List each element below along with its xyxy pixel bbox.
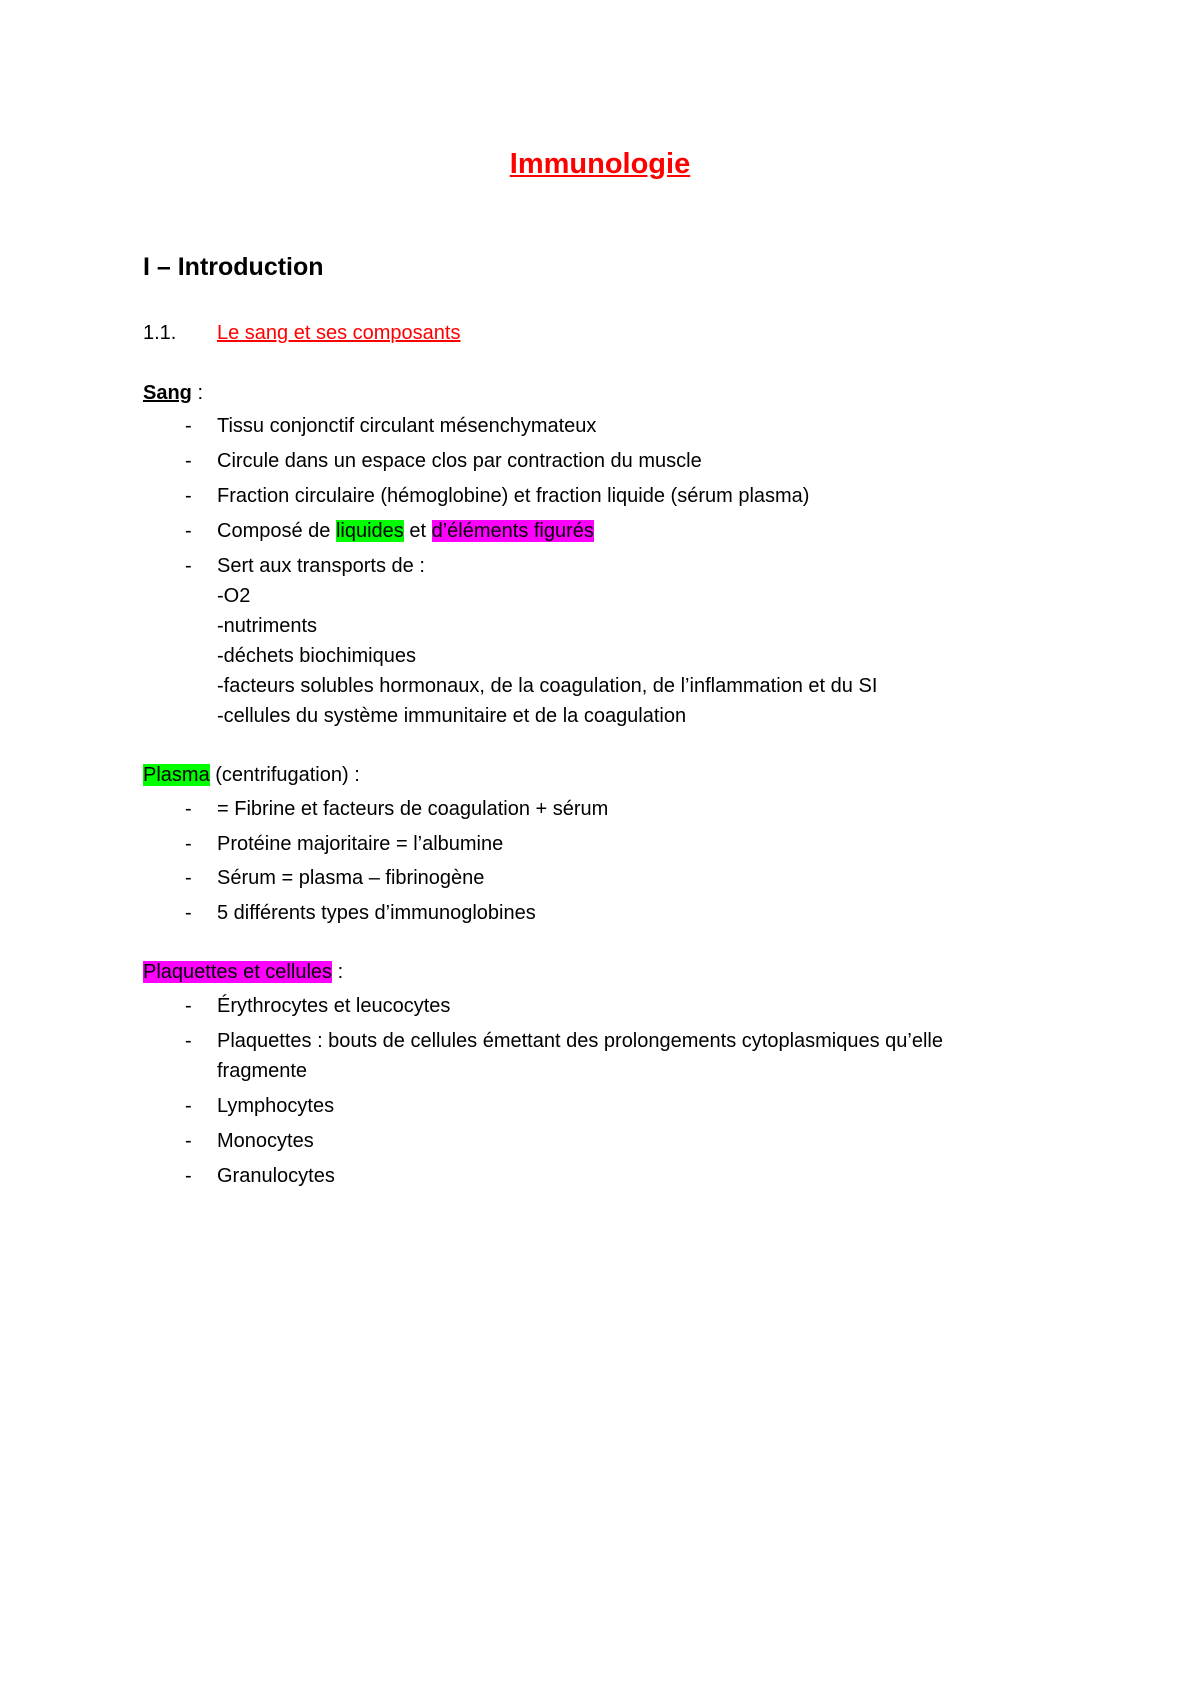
heading-introduction: I – Introduction	[143, 253, 324, 281]
list-item: 5 différents types d’immunoglobines	[217, 902, 536, 924]
bullet-dash: -	[185, 485, 192, 507]
bullet-dash: -	[185, 902, 192, 924]
transport-item: -cellules du système immunitaire et de la coagulation	[217, 705, 687, 727]
list-item: = Fibrine et facteurs de coagulation + sérum	[217, 798, 609, 820]
highlight-elements-figures: d’éléments figurés	[431, 520, 594, 542]
transport-item: -déchets biochimiques	[217, 645, 416, 667]
sang-suffix: :	[191, 382, 204, 404]
bullet-dash: -	[185, 450, 192, 472]
list-item: Granulocytes	[217, 1165, 335, 1187]
bullet-dash: -	[185, 1130, 192, 1152]
list-item: Érythrocytes et leucocytes	[217, 995, 451, 1017]
list-item: Plaquettes : bouts de cellules émettant des prolongements cytoplasmiques qu’elle	[217, 1030, 943, 1052]
compose-prefix: Composé de	[217, 520, 336, 542]
section-heading	[143, 322, 460, 345]
list-item: Monocytes	[217, 1130, 314, 1152]
bullet-dash: -	[185, 995, 192, 1017]
list-item: Sert aux transports de :	[217, 555, 425, 577]
list-item: Protéine majoritaire = l’albumine	[217, 833, 504, 855]
bullet-dash: -	[185, 1095, 192, 1117]
list-item-compose	[217, 519, 594, 543]
transport-item: -facteurs solubles hormonaux, de la coagulation, de l’inflammation et du SI	[217, 675, 878, 697]
transport-item: -O2	[217, 585, 251, 607]
section-number: 1.1.	[143, 322, 177, 344]
bullet-dash: -	[185, 555, 192, 577]
list-item: Circule dans un espace clos par contraction du muscle	[217, 450, 702, 472]
bullet-dash: -	[185, 1165, 192, 1187]
transport-item: -nutriments	[217, 615, 318, 637]
sang-label: Sang	[143, 382, 192, 404]
compose-et: et	[403, 520, 432, 542]
document-title: Immunologie	[509, 148, 691, 180]
sang-label-line	[143, 381, 203, 405]
plaquettes-label-line	[143, 960, 343, 984]
plasma-label: Plasma	[143, 764, 210, 786]
list-item: Fraction circulaire (hémoglobine) et fraction liquide (sérum plasma)	[217, 485, 810, 507]
list-item-continuation: fragmente	[217, 1060, 308, 1082]
highlight-liquides: liquides	[335, 520, 404, 542]
bullet-dash: -	[185, 833, 192, 855]
list-item: Lymphocytes	[217, 1095, 335, 1117]
plaquettes-suffix: :	[332, 961, 344, 983]
bullet-dash: -	[185, 520, 192, 542]
list-item: Sérum = plasma – fibrinogène	[217, 867, 485, 889]
bullet-dash: -	[185, 798, 192, 820]
bullet-dash: -	[185, 415, 192, 437]
section-title: Le sang et ses composants	[217, 322, 461, 344]
list-item: Tissu conjonctif circulant mésenchymateux	[217, 415, 597, 437]
bullet-dash: -	[185, 1030, 192, 1052]
plasma-suffix: (centrifugation) :	[209, 764, 360, 786]
bullet-dash: -	[185, 867, 192, 889]
plaquettes-label: Plaquettes et cellules	[143, 961, 333, 983]
plasma-label-line	[143, 763, 360, 787]
